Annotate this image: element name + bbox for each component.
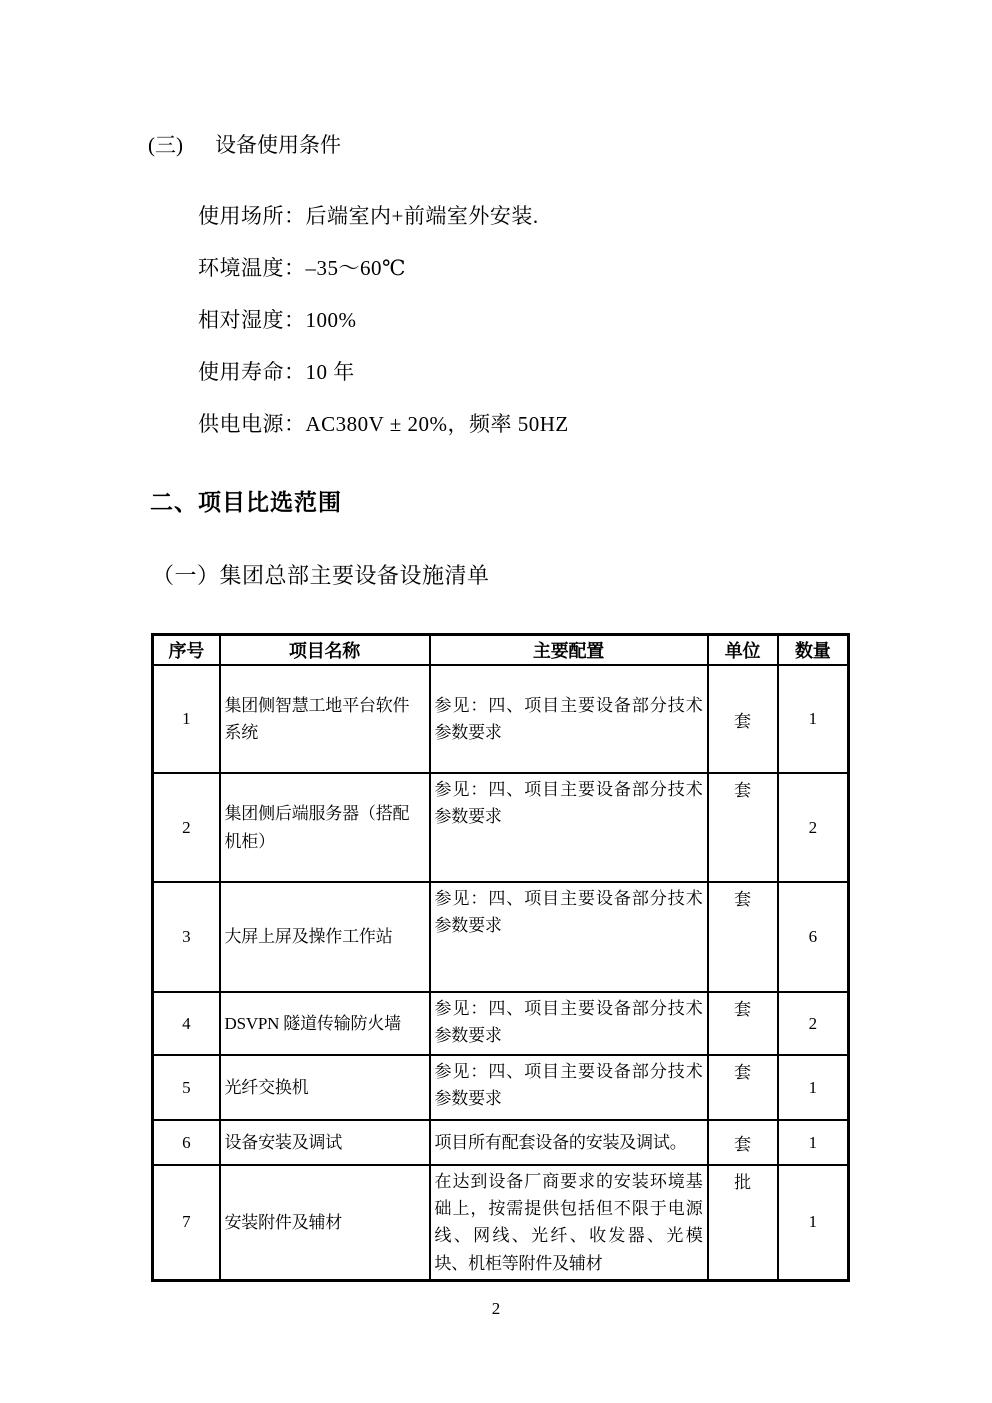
cell-unit: 批 (708, 1165, 778, 1280)
cell-name: 设备安装及调试 (220, 1120, 430, 1165)
condition-usage-place: 使用场所：后端室内+前端室外安装. (198, 204, 539, 228)
section-c-numeral: (三) (148, 133, 183, 157)
condition-ambient-temperature: 环境温度：–35～60℃ (198, 256, 406, 280)
header-no: 序号 (153, 635, 220, 666)
section-c-title: 设备使用条件 (215, 133, 341, 157)
table-row (153, 992, 849, 1055)
condition-service-life: 使用寿命：10 年 (198, 360, 355, 384)
cell-qty: 1 (778, 665, 849, 773)
header-name: 项目名称 (220, 635, 430, 666)
cell-unit: 套 (708, 773, 778, 882)
section-c-heading (148, 132, 341, 158)
cell-config: 在达到设备厂商要求的安装环境基础上，按需提供包括但不限于电源线、网线、光纤、收发器、光模块、机柜等附件及辅材 (430, 1165, 708, 1280)
cell-qty: 2 (778, 992, 849, 1055)
table-row (153, 882, 849, 992)
cell-unit: 套 (708, 992, 778, 1055)
cell-no: 4 (153, 992, 220, 1055)
cell-config: 参见：四、项目主要设备部分技术参数要求 (430, 665, 708, 773)
cell-qty: 6 (778, 882, 849, 992)
cell-unit: 套 (708, 665, 778, 773)
cell-name: 安装附件及辅材 (220, 1165, 430, 1280)
cell-no: 2 (153, 773, 220, 882)
cell-qty: 2 (778, 773, 849, 882)
cell-unit: 套 (708, 882, 778, 992)
cell-name: DSVPN 隧道传输防火墙 (220, 992, 430, 1055)
table-row (153, 773, 849, 882)
page-number: 2 (491, 1299, 501, 1318)
cell-no: 6 (153, 1120, 220, 1165)
cell-name: 集团侧智慧工地平台软件系统 (220, 665, 430, 773)
cell-config: 参见：四、项目主要设备部分技术参数要求 (430, 992, 708, 1055)
cell-config: 项目所有配套设备的安装及调试。 (430, 1120, 708, 1165)
condition-relative-humidity: 相对湿度：100% (198, 308, 357, 332)
header-config: 主要配置 (430, 635, 708, 666)
cell-name: 大屏上屏及操作工作站 (220, 882, 430, 992)
table-row (153, 1120, 849, 1165)
header-qty: 数量 (778, 635, 849, 666)
cell-no: 3 (153, 882, 220, 992)
cell-no: 7 (153, 1165, 220, 1280)
cell-name: 光纤交换机 (220, 1055, 430, 1120)
condition-power-supply: 供电电源：AC380V ± 20%，频率 50HZ (198, 412, 569, 436)
cell-no: 5 (153, 1055, 220, 1120)
cell-config: 参见：四、项目主要设备部分技术参数要求 (430, 882, 708, 992)
cell-no: 1 (153, 665, 220, 773)
cell-config: 参见：四、项目主要设备部分技术参数要求 (430, 1055, 708, 1120)
usage-conditions (198, 203, 569, 463)
equipment-table (151, 633, 850, 1282)
subsection-1-heading: （一）集团总部主要设备设施清单 (152, 563, 490, 588)
cell-qty: 1 (778, 1165, 849, 1280)
table-row (153, 1055, 849, 1120)
header-unit: 单位 (708, 635, 778, 666)
table-header-row (153, 635, 849, 666)
cell-qty: 1 (778, 1120, 849, 1165)
cell-qty: 1 (778, 1055, 849, 1120)
table-row (153, 1165, 849, 1280)
cell-name: 集团侧后端服务器（搭配机柜） (220, 773, 430, 882)
section-2-heading: 二、项目比选范围 (150, 490, 342, 515)
cell-config: 参见：四、项目主要设备部分技术参数要求 (430, 773, 708, 882)
cell-unit: 套 (708, 1055, 778, 1120)
table-row (153, 665, 849, 773)
cell-unit: 套 (708, 1120, 778, 1165)
